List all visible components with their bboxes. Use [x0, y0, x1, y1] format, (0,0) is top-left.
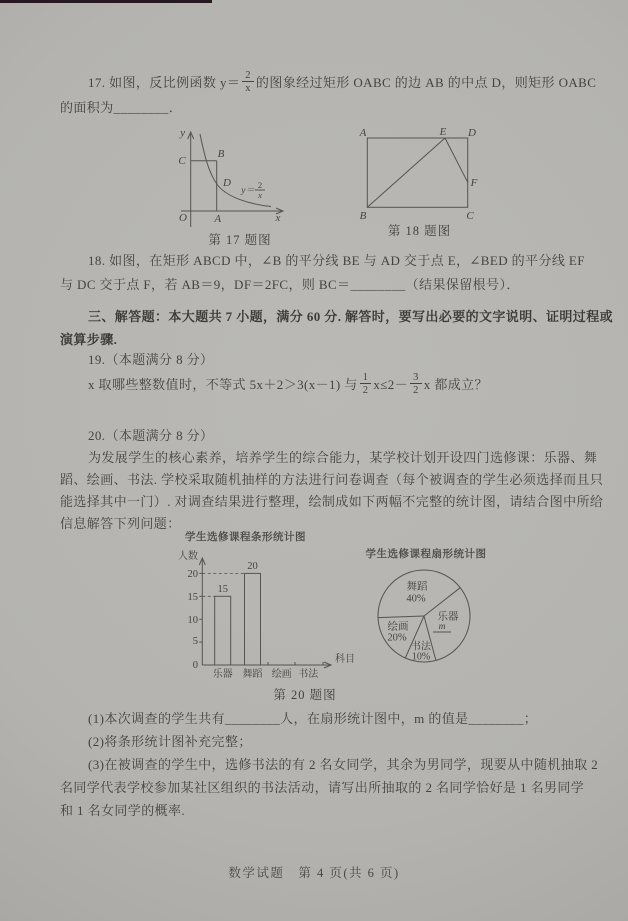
fig17-label-O: O	[179, 212, 187, 224]
fig17-curve-equation	[240, 180, 265, 200]
p19-fraction-2	[410, 372, 422, 396]
p19-frac1-numerator: 1	[360, 372, 372, 384]
problem-20-line1: 为发展学生的核心素养，培养学生的综合能力，某学校计划开设四门选修课：乐器、舞	[88, 450, 598, 465]
problem-19-header: 19.（本题满分 8 分）	[88, 352, 214, 367]
problem-20-header: 20.（本题满分 8 分）	[88, 428, 214, 443]
bar-cat-huihua: 绘画	[271, 669, 292, 680]
p19-frac2-numerator: 3	[410, 372, 422, 384]
page-footer: 数学试题 第 4 页(共 6 页)	[228, 866, 400, 880]
p17-fraction-numerator: 2	[242, 70, 254, 82]
section-3-header-line2: 演算步骤.	[60, 332, 118, 347]
bar-chart-title: 学生选修课程条形统计图	[185, 532, 306, 543]
p17-fraction-denominator: x	[245, 83, 251, 94]
pie-value-huihua: 20%	[387, 632, 407, 644]
figure-17-caption: 第 17 题图	[208, 233, 272, 247]
figure-17	[165, 123, 315, 231]
pie-label-huihua: 绘画	[387, 621, 409, 633]
bar-ylabel: 人数	[178, 551, 198, 562]
pie-chart	[360, 558, 490, 670]
problem-20-line3: 能选择其中一门）. 对调查结果进行整理，绘制成如下两幅不完整的统计图，请结合图中所给	[60, 494, 604, 509]
fig17-eq-lhs: y＝	[241, 186, 255, 196]
problem-20-q3-line1: (3)在被调查的学生中，选修书法的有 2 名女同学，其余为男同学，现要从中随机抽取 2	[88, 757, 599, 772]
problem-20-line4: 信息解答下列问题：	[60, 516, 181, 531]
p17-text-pre: 17. 如图，反比例函数 y＝	[88, 74, 241, 90]
section-3-header-line1: 三、解答题：本大题共 7 小题，满分 60 分. 解答时，要写出必要的文字说明、证明过程或	[88, 309, 614, 324]
bar-wudao	[245, 573, 261, 665]
bar-ytick-5: 5	[192, 636, 198, 647]
problem-18-line1: 18. 如图，在矩形 ABCD 中，∠B 的平分线 BE 与 AD 交于点 E，∠BED 的平分线 EF	[88, 253, 585, 268]
fig18-line-BE	[367, 138, 445, 207]
fig18-label-E: E	[439, 126, 447, 138]
fig17-label-B: B	[217, 148, 225, 160]
fig17-label-D: D	[223, 177, 231, 189]
problem-20-q3-line3: 和 1 名女同学的概率.	[60, 803, 186, 818]
p19-frac2-denominator: 2	[413, 385, 419, 396]
problem-18-line2: 与 DC 交于点 F，若 AB＝9，DF＝2FC，则 BC＝________（结果保留根号）．	[60, 277, 520, 292]
bar-chart	[155, 545, 360, 683]
bar-cat-shufa: 书法	[298, 669, 319, 680]
pie-chart-title: 学生选修课程扇形统计图	[365, 549, 487, 560]
figure-18	[352, 126, 487, 221]
p17-fraction	[242, 70, 254, 94]
figure-18-caption: 第 18 题图	[387, 224, 452, 238]
fig17-label-y: y	[180, 127, 186, 139]
fig17-eq-den: x	[258, 190, 262, 200]
problem-20-line2: 蹈、绘画、书法. 学校采取随机抽样的方法进行问卷调查（每个被调查的学生必须选择而且只	[60, 472, 604, 487]
bar-value-20: 20	[247, 561, 258, 572]
pie-value-yueqi-m: m	[438, 622, 446, 633]
pie-label-wudao: 舞蹈	[406, 581, 428, 593]
bar-yueqi	[215, 596, 231, 665]
problem-20-q1: (1)本次调查的学生共有________人，在扇形统计图中，m 的值是________；	[88, 711, 538, 726]
fig18-rectangle	[367, 138, 467, 207]
fig18-line-EF	[445, 138, 468, 182]
problem-20-q3-line2: 名同学代表学校参加某社区组织的书法活动，请写出所抽取的 2 名同学恰好是 1 名男同学	[60, 780, 585, 795]
fig18-label-A: A	[359, 127, 367, 139]
bar-ytick-15: 15	[187, 592, 198, 603]
p19-text-mid: x≤2－	[373, 376, 409, 392]
pie-label-shufa: 书法	[411, 641, 431, 653]
bar-cat-yueqi: 乐器	[212, 669, 233, 680]
bar-cat-wudao: 舞蹈	[242, 669, 263, 680]
bar-value-15: 15	[217, 584, 228, 595]
problem-17-line2: 的面积为________．	[60, 100, 183, 115]
pie-value-shufa: 10%	[411, 651, 431, 663]
fig18-label-B: B	[359, 210, 367, 222]
figure-20-caption: 第 20 题图	[273, 688, 337, 702]
p19-frac1-denominator: 2	[362, 385, 369, 396]
pie-value-wudao: 40%	[406, 593, 426, 605]
bar-ytick-0: 0	[192, 660, 198, 671]
problem-19-body	[88, 368, 488, 400]
fig17-label-A: A	[214, 213, 222, 225]
fig18-label-F: F	[470, 177, 478, 189]
pie-label-yueqi: 乐器	[437, 611, 459, 623]
fig18-label-D: D	[468, 127, 476, 139]
p19-text-post: x 都成立？	[423, 376, 488, 392]
fig17-label-x: x	[275, 212, 281, 224]
bar-xlabel: 科目	[335, 654, 355, 665]
fig18-label-C: C	[466, 210, 474, 222]
scan-artifact-strip	[0, 0, 212, 3]
p19-text-pre: x 取哪些整数值时，不等式 5x＋2＞3(x－1) 与	[88, 376, 358, 392]
pie-boundary-huihua-wudao	[378, 616, 424, 618]
p17-text-post: 的图象经过矩形 OABC 的边 AB 的中点 D，则矩形 OABC	[255, 74, 597, 90]
bar-ytick-10: 10	[187, 615, 198, 626]
fig17-label-C: C	[178, 155, 186, 167]
problem-17-line1	[88, 66, 596, 98]
fig17-eq-num: 2	[257, 180, 263, 190]
p19-fraction-1	[360, 372, 372, 396]
problem-20-q2: (2)将条形统计图补充完整；	[88, 734, 252, 749]
bar-ytick-20: 20	[187, 569, 198, 580]
